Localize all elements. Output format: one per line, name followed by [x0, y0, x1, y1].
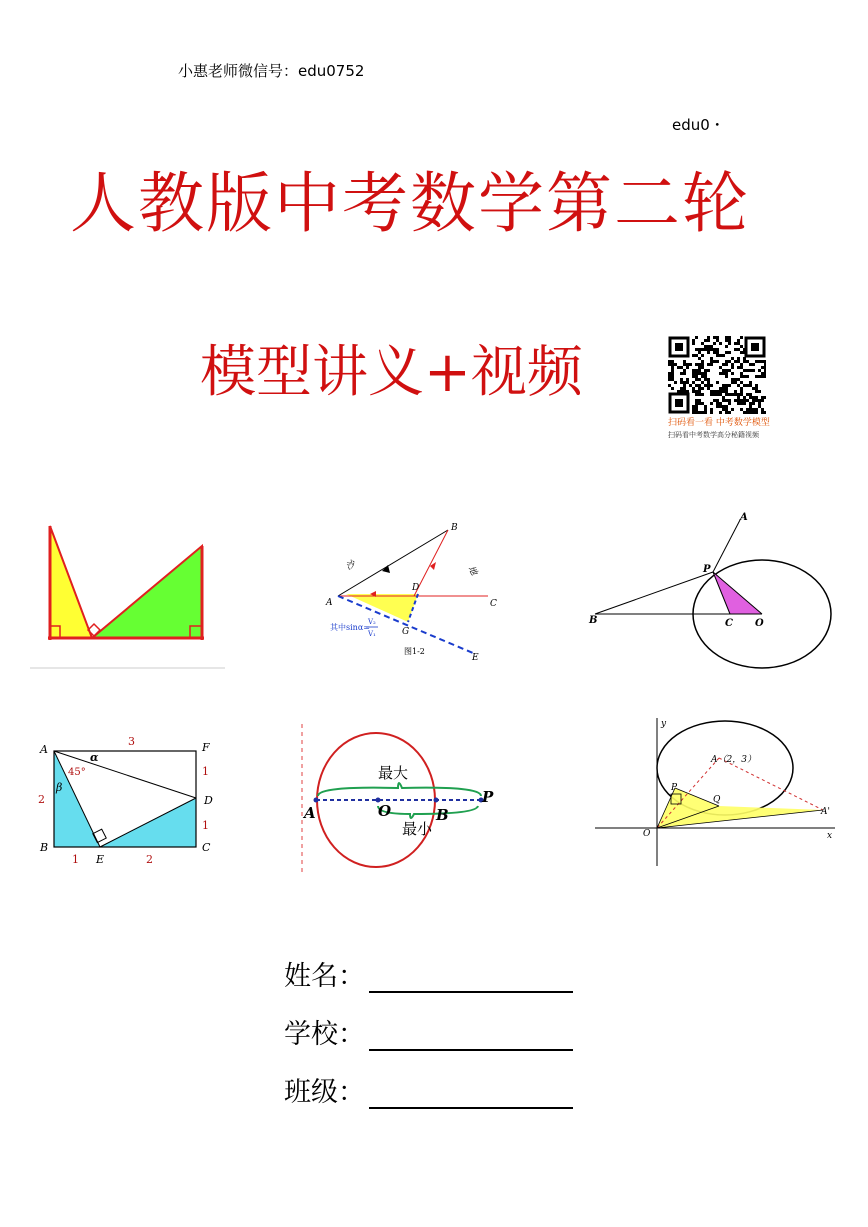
fig4-beta: β [56, 781, 63, 794]
fig4-label-B: B [40, 841, 49, 854]
fig6-label-y: y [661, 719, 667, 729]
figure-circle-distance [298, 722, 513, 874]
fig3-label-B: B [589, 615, 598, 626]
edu-id-small: edu0・ [672, 116, 725, 134]
class-row [284, 1070, 573, 1109]
fig5-min: 最小 [402, 820, 433, 838]
fig2-label-C: C [490, 599, 497, 609]
fig4-right1: 1 [202, 765, 209, 778]
fig2-label-B: B [451, 523, 458, 533]
qr-caption: 扫码看一看 中考数学模型 [668, 418, 770, 428]
fig3-label-C: C [725, 618, 733, 629]
fig5-label-O: O [378, 802, 392, 820]
fig4-right2: 1 [202, 819, 209, 832]
fig4-alpha: α [90, 751, 99, 764]
wechat-contact: 小惠老师微信号：edu0752 [178, 62, 365, 80]
fig4-top: 3 [128, 735, 135, 748]
figure-rectangle-angles [30, 735, 220, 870]
fig6-label-A-prime: A' [821, 807, 830, 817]
fig5-label-B: B [436, 806, 449, 824]
fig4-left: 2 [38, 793, 45, 806]
fig2-label-E: E [472, 653, 479, 663]
fig2-caption: 图1-2 [404, 647, 425, 656]
main-title: 人教版中考数学第二轮 [70, 165, 750, 242]
fig4-label-D: D [204, 794, 213, 807]
fig4-label-F: F [202, 741, 210, 754]
qr-subcaption: 扫码看中考数学高分秘籍视频 [668, 431, 759, 439]
figure-refraction-path [318, 518, 503, 663]
fig4-label-C: C [202, 841, 211, 854]
fig2-label-sand: 沙 [344, 559, 358, 573]
fig3-label-P: P [703, 564, 711, 575]
qr-code-icon[interactable] [668, 336, 766, 414]
fig6-label-x: x [827, 831, 833, 841]
fig5-max: 最大 [378, 764, 409, 782]
fig6-label-P: P [671, 783, 678, 793]
figure-coordinate-circle [595, 716, 840, 871]
fig5-label-A: A [304, 804, 316, 822]
fig4-label-A: A [40, 743, 48, 756]
fig6-label-Q: Q [713, 795, 721, 805]
name-label: 姓名： [284, 961, 365, 992]
fig2-label-land: 地 [465, 564, 479, 578]
class-label: 班级： [284, 1077, 365, 1108]
fig4-label-E: E [96, 853, 105, 866]
sub-title: 模型讲义+视频 [200, 340, 583, 405]
fig3-label-A: A [740, 512, 748, 523]
fig6-label-O: O [643, 829, 651, 839]
fig2-label-D: D [412, 583, 420, 593]
fig6-label-A: A（2，3） [711, 755, 756, 765]
fig3-label-O: O [755, 618, 764, 629]
fig4-bottom1: 1 [72, 853, 79, 866]
fig5-label-P: P [482, 788, 494, 806]
school-field[interactable] [369, 1027, 573, 1051]
fig2-label-G: G [402, 627, 410, 637]
fig4-bottom2: 2 [146, 853, 153, 866]
school-row [284, 1012, 573, 1051]
fig2-formula: 其中sinα= [330, 623, 370, 632]
figure-two-triangles [30, 518, 230, 673]
figure-circle-tangent [585, 510, 835, 670]
fig4-angle: 45° [68, 767, 86, 778]
class-field[interactable] [369, 1085, 573, 1109]
name-row [284, 954, 573, 993]
name-field[interactable] [369, 969, 573, 993]
fig2-denominator: V₁ [368, 630, 376, 638]
fig2-numerator: V₂ [368, 618, 376, 626]
school-label: 学校： [284, 1019, 365, 1050]
fig2-label-A: A [326, 598, 333, 608]
